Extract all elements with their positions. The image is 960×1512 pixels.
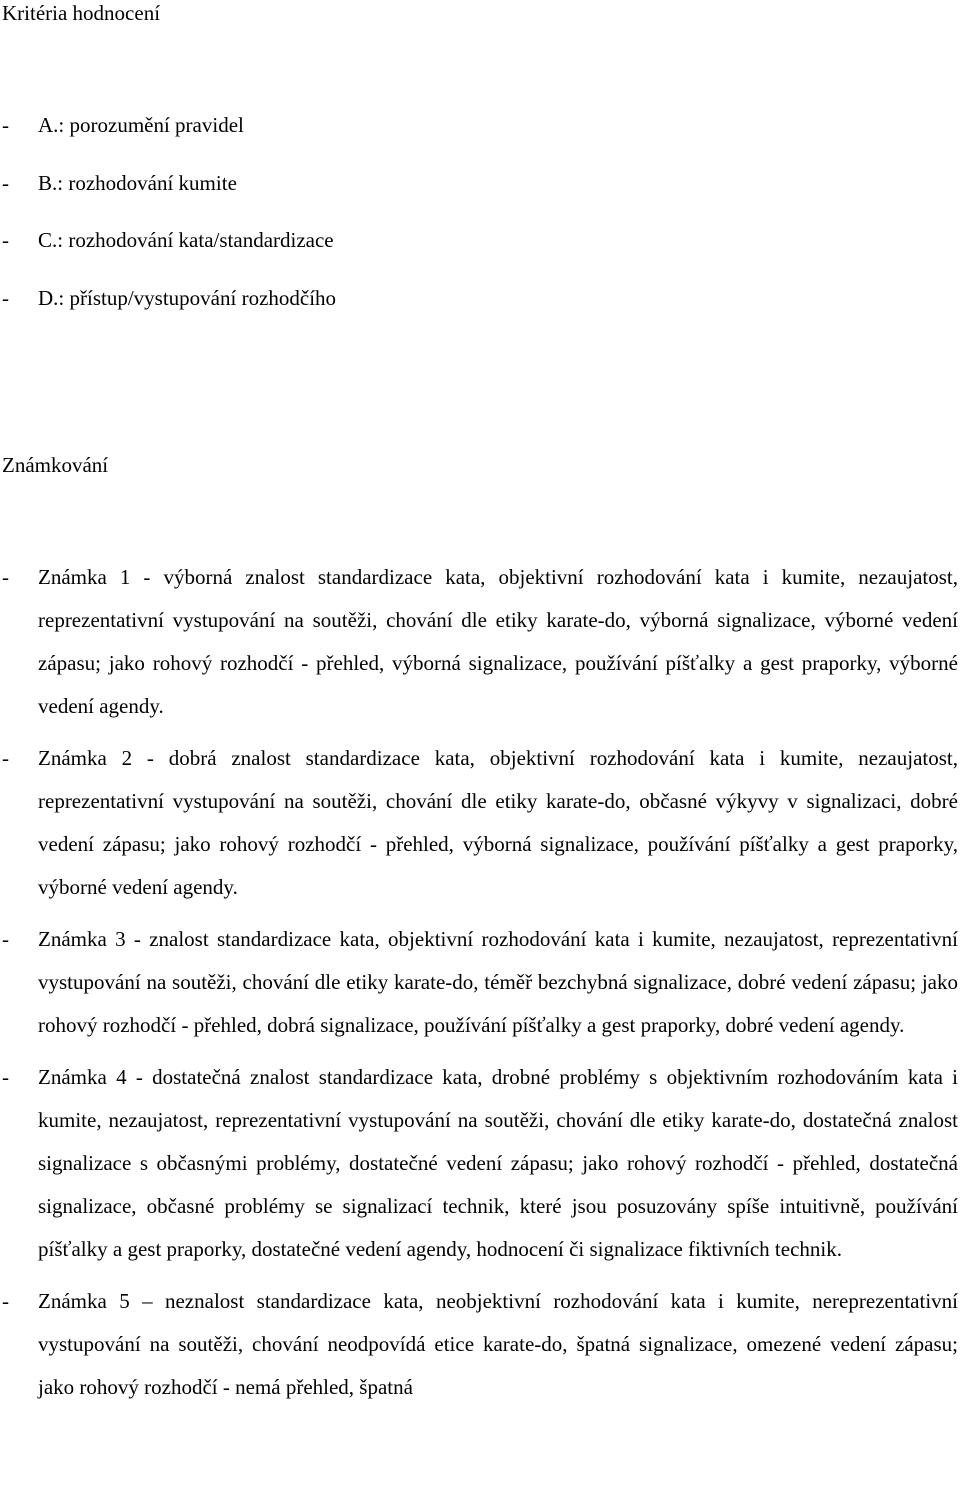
grade-item-1 — [0, 556, 958, 728]
grade-item-text: Známka 3 - znalost standardizace kata, objektivní rozhodování kata i kumite, nezaujatost, reprezentativní vystupování na soutěži, chování dle etiky karate-do, téměř bezchybná signalizace, dobré vedení zápasu; jako rohový rozhodčí - přehled, dobrá signalizace, používání píšťalky a gest praporky, dobré vedení agendy. — [38, 927, 958, 1037]
grade-item-3 — [0, 918, 958, 1047]
grade-item-text: Známka 2 - dobrá znalost standardizace kata, objektivní rozhodování kata i kumite, nezaujatost, reprezentativní vystupování na soutěži, chování dle etiky karate-do, občasné výkyvy v signalizaci, dobré vedení zápasu; jako rohový rozhodčí - přehled, výborná signalizace, používání píšťalky a gest praporky, výborné vedení agendy. — [38, 746, 958, 899]
list-dash: - — [2, 1289, 9, 1313]
list-dash: - — [2, 170, 9, 195]
criteria-heading: Kritéria hodnocení — [2, 1, 161, 25]
list-dash: - — [2, 746, 9, 770]
grade-item-2 — [0, 737, 958, 909]
grade-item-4 — [0, 1056, 958, 1271]
criteria-item-b — [0, 170, 958, 228]
criteria-item-a — [0, 112, 958, 170]
criteria-item-text: A.: porozumění pravidel — [38, 113, 244, 137]
grade-item-5 — [0, 1280, 958, 1409]
criteria-item-d — [0, 285, 958, 343]
criteria-item-text: C.: rozhodování kata/standardizace — [38, 228, 334, 252]
criteria-item-c — [0, 227, 958, 285]
list-dash: - — [2, 228, 9, 252]
grade-item-text: Známka 4 - dostatečná znalost standardizace kata, drobné problémy s objektivním rozhodováním kata i kumite, nezaujatost, reprezentativní vystupování na soutěži, chování dle etiky karate-do, dostatečná znalost signalizace s občasnými problémy, dostatečné vedení zápasu; jako rohový rozhodčí - přehled, dostatečná signalizace, občasné problémy se signalizací technik, které jsou posuzovány spíše intuitivně, používání píšťalky a gest praporky, dostatečné vedení agendy, hodnocení či signalizace fiktivních technik. — [38, 1065, 958, 1261]
criteria-list — [0, 112, 958, 342]
list-dash: - — [2, 285, 9, 310]
list-dash: - — [2, 565, 9, 589]
list-dash: - — [2, 927, 9, 951]
grading-heading: Známkování — [2, 453, 109, 477]
list-dash: - — [2, 113, 9, 137]
list-dash: - — [2, 1065, 9, 1089]
grade-item-text: Známka 1 - výborná znalost standardizace kata, objektivní rozhodování kata i kumite, nezaujatost, reprezentativní vystupování na soutěži, chování dle etiky karate-do, výborná signalizace, výborné vedení zápasu; jako rohový rozhodčí - přehled, výborná signalizace, používání píšťalky a gest praporky, výborné vedení agendy. — [38, 565, 958, 718]
criteria-item-text: D.: přístup/vystupování rozhodčího — [38, 285, 337, 310]
grade-item-text: Známka 5 – neznalost standardizace kata, neobjektivní rozhodování kata i kumite, nereprezentativní vystupování na soutěži, chování neodpovídá etice karate-do, špatná signalizace, omezené vedení zápasu; jako rohový rozhodčí - nemá přehled, špatná — [38, 1289, 958, 1399]
grading-list — [0, 556, 958, 1418]
criteria-item-text: B.: rozhodování kumite — [38, 170, 237, 195]
